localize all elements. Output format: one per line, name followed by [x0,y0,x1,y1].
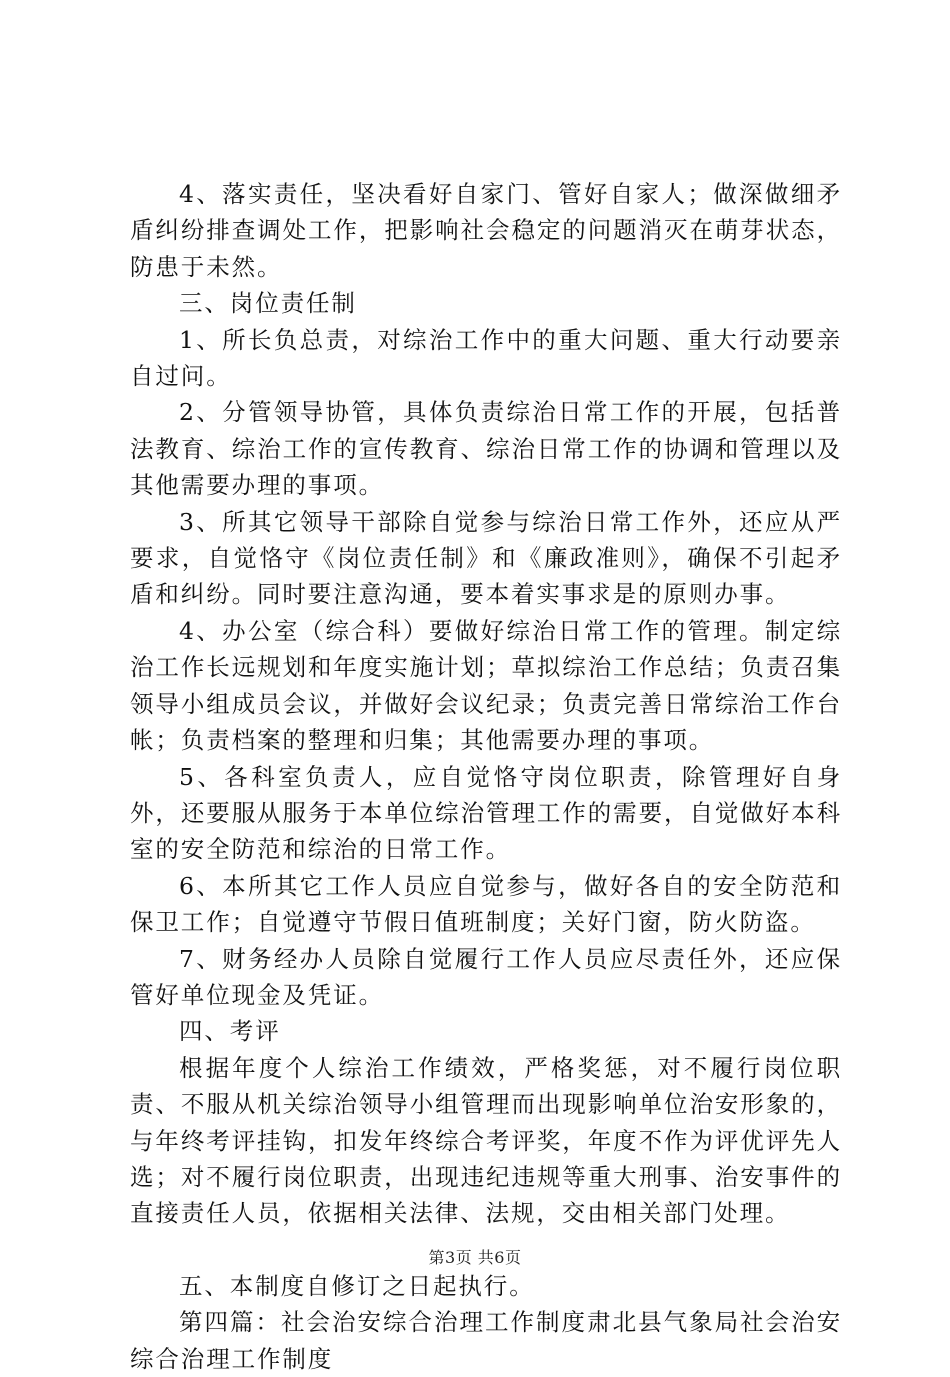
paragraph-post-2: 2、分管领导协管，具体负责综治日常工作的开展，包括普法教育、综治工作的宣传教育、综治日常工作的协调和管理以及其他需要办理的事项。 [130,398,842,500]
paragraph-effective-date: 五、本制度自修订之日起执行。 [179,1271,535,1300]
paragraph-post-7: 7、财务经办人员除自觉履行工作人员应尽责任外，还应保管好单位现金及凭证。 [130,944,842,1009]
paragraph-post-4: 4、办公室（综合科）要做好综治日常工作的管理。制定综治工作长远规划和年度实施计划；草拟综治工作总结；负责召集领导小组成员会议，并做好会议纪录；负责完善日常综治工作台帐；负责档案的整理和归集；其他需要办理的事项。 [130,616,842,755]
page-number-footer: 第3页 共6页 [428,1248,522,1267]
paragraph-post-6: 6、本所其它工作人员应自觉参与，做好各自的安全防范和保卫工作；自觉遵守节假日值班制度；关好门窗，防火防盗。 [130,871,842,937]
paragraph-evaluation: 根据年度个人综治工作绩效，严格奖惩，对不履行岗位职责、不服从机关综治领导小组管理而出现影响单位治安形象的，与年终考评挂钩，扣发年终综合考评奖，年度不作为评优评先人选；对不履行岗位职责，出现违纪违规等重大刑事、治安事件的直接责任人员，依据相关法律、法规，交由相关部门处理。 [130,1053,842,1228]
heading-evaluation: 四、考评 [179,1017,281,1046]
paragraph-chapter-four-title: 第四篇：社会治安综合治理工作制度肃北县气象局社会治安综合治理工作制度 [130,1308,842,1373]
paragraph-responsibility-4: 4、落实责任，坚决看好自家门、管好自家人；做深做细矛盾纠纷排查调处工作，把影响社会稳定的问题消灭在萌芽状态，防患于未然。 [130,180,842,281]
paragraph-post-3: 3、所其它领导干部除自觉参与综治日常工作外，还应从严要求，自觉恪守《岗位责任制》和《廉政准则》，确保不引起矛盾和纠纷。同时要注意沟通，要本着实事求是的原则办事。 [130,507,842,609]
paragraph-post-5: 5、各科室负责人，应自觉恪守岗位职责，除管理好自身外，还要服从服务于本单位综治管理工作的需要，自觉做好本科室的安全防范和综治的日常工作。 [130,762,842,864]
heading-post-responsibility: 三、岗位责任制 [179,289,357,318]
document-body [130,176,842,1377]
paragraph-post-1: 1、所长负总责，对综治工作中的重大问题、重大行动要亲自过问。 [130,325,842,391]
